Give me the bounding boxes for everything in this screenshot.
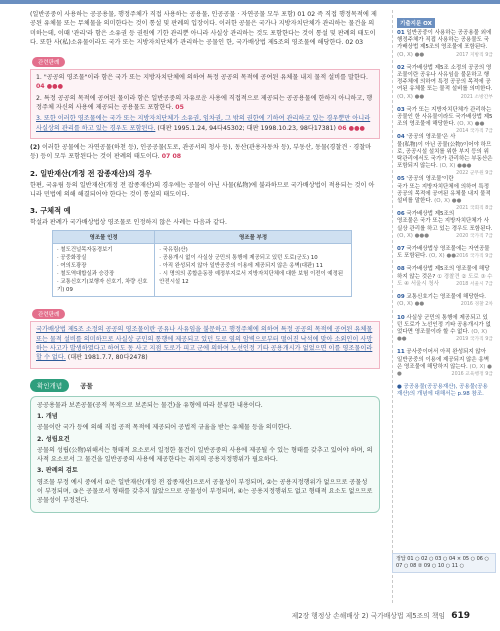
paragraph-2-label: (2) xyxy=(30,143,40,151)
table-header-recognized: 영조물 인정 xyxy=(53,231,155,244)
quiz-source: 2016 국가직 9급 xyxy=(456,254,493,260)
list-item: · 아직 완성되지 않아 일반공중의 이용에 제공되지 않은 옹벽(대판) 11 xyxy=(159,263,323,270)
sidebar-quiz-item xyxy=(397,30,493,59)
quiz-number: 10 xyxy=(397,314,405,321)
key-item-heading: 2. 성립요건 xyxy=(37,435,70,443)
quiz-answer-choice[interactable]: (O, X) ●● xyxy=(457,121,485,128)
quiz-number: 11 xyxy=(397,349,405,356)
quiz-source: 2021 소방간부 xyxy=(460,94,493,100)
quiz-text: 사실상 군민의 통행에 제공되고 있던 도로가 노선인정 기타 공용개시가 없었다면 영조물이라 할 수 없다. xyxy=(397,314,491,335)
quiz-number: 06 xyxy=(397,211,405,218)
paragraph-2-mark: 07 08 xyxy=(161,153,182,161)
table-header-denied: 영조물 부정 xyxy=(155,231,352,244)
sidebar-headline: 기출지문 OX xyxy=(397,18,435,28)
sidebar-quiz-item xyxy=(397,266,493,288)
quiz-answer-choice[interactable]: (O, X) ●● xyxy=(397,301,425,308)
case-2 xyxy=(36,94,374,113)
paragraph-2 xyxy=(30,143,380,162)
quiz-number: 04 xyxy=(397,134,405,141)
quiz-source: 2020 국가직 7급 xyxy=(456,233,493,239)
answer-key: 정답 01 ○ 02 ○ 03 ○ 04 × 05 ○ 06 ○ 07 ○ 08 ② 09 ○ 10 ○ 11 ○ xyxy=(392,553,496,573)
related-cases-box xyxy=(30,69,380,139)
key-item-heading: 3. 판례의 검토 xyxy=(37,467,78,475)
denied-list xyxy=(155,244,352,297)
case-3-source: (대판 1995.1.24, 94다45302; 대판 1998.10.23, 98다17381) xyxy=(157,124,336,132)
intro-paragraph: (일반공중이 사용하는 공공용물, 행정주체가 직접 사용하는 공용물, 인공공물 · 자연공물 모두 포함) 01 02 즉 직접 행정목적에 제공된 유체물 또는 무체물을 의미한다는 것이 통설 및 판례의 입장이다. 이러한 공물은 국가나 지방자치단체가 관리하는 물건을 의미하는데, 이때 '관리'라 함은 소유권 등 권원에 기한 관리뿐 아니라 사실상 관리하는 것도 포함한다는 것이 통설 및 판례의 태도이다. 또한 사(私)소유물이라도 국가 또는 지방자치단체가 관리하는 공물인 한, 국가배상법 제5조의 영조물에 해당한다. 02 03 xyxy=(30,11,377,46)
key-item-text: 공물의 성립(公物)위해서는 형태적 요소로서 일정한 물건이 일반공중의 사용에 제공될 수 있는 형태를 갖추고 있어야 하며, 의사적 요소로서 그 물건을 일반공중의 사용에 제공한다는 취지의 공용지정행위가 필요하다. xyxy=(37,446,373,464)
quiz-source: 2014 국가직 7급 xyxy=(456,129,493,135)
case-3 xyxy=(36,114,374,133)
quiz-answer-choice[interactable]: (O, X) ●●● xyxy=(397,232,430,239)
section-heading-3: 3. 구체적 예 xyxy=(30,206,71,216)
quiz-answer-choice[interactable]: ① 경찰견 ② 도로 ③ 수도 ④ 서울시 청사 xyxy=(397,273,493,287)
sidebar-ox-quiz xyxy=(392,10,493,603)
key-concept-box xyxy=(30,396,380,513)
sidebar-quiz-item xyxy=(397,315,493,344)
quiz-answer-choice[interactable]: (O, X) ●● xyxy=(397,93,425,100)
paragraph-4: 학설과 판례가 국가배상법상 영조물로 인정하지 않은 사례는 다음과 같다. xyxy=(30,219,228,227)
quiz-text: '공공의 영조물'이란 국가 또는 지방자치단체에 의하여 특정 공공의 목적에 공여된 유체물 내지 물적 설비를 말한다. xyxy=(397,176,491,205)
case-3-mark: 06 ●●● xyxy=(337,124,365,132)
sidebar-quiz-item xyxy=(397,246,493,260)
sidebar-note: ● 공공용물(공공용재산), 공용물(공용재산)의 개념에 대해서는 p.98 참조. xyxy=(397,384,488,398)
examples-table xyxy=(52,230,352,297)
quiz-answer-choice[interactable]: (O, X) ●● xyxy=(397,328,488,343)
key-item-text: 공물이란 국가 등에 의해 직접 공적 목적에 제공되어 공법적 규율을 받는 유체물 등을 의미한다. xyxy=(37,424,292,432)
case-1 xyxy=(36,73,374,92)
quiz-answer-choice[interactable]: (O, X) ●● xyxy=(397,51,425,58)
quiz-number: 01 xyxy=(397,30,405,36)
case-4-source: (대판 1981.7.7, 80다2478) xyxy=(67,354,148,362)
quiz-number: 05 xyxy=(397,176,405,183)
case-2-text: 2. 특정 공공의 목적에 공여된 물이라 함은 일반공중의 자유로운 사용에 직접적으로 제공되는 공공용물에 한하지 아니하고, 행정주체 자신의 사용에 제공되는 공용물도 포함한다. xyxy=(36,94,373,112)
quiz-number: 03 xyxy=(397,106,405,113)
list-item: · 공중화장실 xyxy=(57,255,87,262)
quiz-answer-choice[interactable]: (O, X) ●● xyxy=(397,363,492,377)
case-1-text: 1. "공공의 영조물"이라 함은 국가 또는 지방자치단체에 의하여 특정 공공의 목적에 공여된 유체물 내지 물적 설비를 말한다. xyxy=(36,74,368,82)
sidebar-quiz-item xyxy=(397,106,493,135)
quiz-text: 공사중이어서 아직 완성되지 않아 일반공중의 이용에 제공되지 않은 옹벽은 영조물에 해당하지 않는다. xyxy=(397,349,490,370)
quiz-number: 02 xyxy=(397,64,405,71)
quiz-text: 국가배상법상 영조물에는 자연공물도 포함된다. xyxy=(397,246,490,260)
case-4-text: 국가배상법 제5조 소정의 공공의 영조물이란 공유나 사유임을 불문하고 행정주체에 의하여 특정 공공의 목적에 공여된 유체물 또는 물적 설비를 의미하므로 사실상 군민의 통행에 제공되고 있던 도로 옆의 암벽으로부터 떨어진 낙석에 맞아 소외인이 사망하는 사고가 발생하였다고 하여도 동 사고 지점 도로가 피고 군에 의하여 노선인정 기타 공용개시가 없었으면 이를 영조물이라 할 수 없다. xyxy=(36,326,373,362)
sidebar-items xyxy=(397,30,493,378)
list-item: · 국유림(산) xyxy=(159,247,188,254)
list-item: · 여의도광장 xyxy=(57,263,87,270)
quiz-source: 2017 지방직 9급 xyxy=(456,52,493,58)
key-concept-intro: 공공용물과 보존공물(공적 목적으로 보존되는 물건)을 유형에 따라 분류한 내용이다. xyxy=(37,401,263,409)
list-item: · 공용개시 없이 사실상 군민의 통행에 제공되고 있던 도로(군도) 10 xyxy=(159,255,318,262)
case-3-text: 3. 또한 이러한 영조물에는 국가 또는 지방자치단체가 소유권, 임차권, 그 밖의 권한에 기하여 관리하고 있는 경우뿐만 아니라 사실상의 관리를 하고 있는 경우도 포함된다. xyxy=(36,115,371,132)
case-1-mark: 04 ●●● xyxy=(36,83,63,91)
footer-chapter-label: 제2장 행정상 손해배상 2) 국가배상법 제5조의 책임 xyxy=(291,612,446,620)
quiz-source: 2018 서울시 7급 xyxy=(456,281,493,287)
quiz-text: 교통신호기는 영조물에 해당한다. xyxy=(406,294,487,301)
list-item: · 철도역대합실과 승강장 xyxy=(57,271,115,278)
quiz-source: 2022 군무원 9급 xyxy=(456,171,493,177)
top-accent-bar xyxy=(0,0,500,4)
sidebar-quiz-item xyxy=(397,294,493,308)
sidebar-quiz-item xyxy=(397,176,493,212)
quiz-text: 일반공중이 사용하는 공공용물 외에 행정주체가 직접 사용하는 공용물도 국가배상법 제5조의 영조물에 포함된다. xyxy=(397,30,492,51)
key-concept-badge: 확인개념 xyxy=(30,379,69,392)
key-concept-header xyxy=(30,373,380,392)
quiz-source: 2016 교육행정 9급 xyxy=(451,371,493,377)
quiz-number: 07 xyxy=(397,246,405,253)
quiz-answer-choice[interactable]: (O, X) ●● xyxy=(434,198,462,205)
quiz-text: 국가 또는 지방자치단체가 관리하는 공물인 한 사유물이라도 국가배상법 제5조의 영조물에 해당한다. xyxy=(397,106,493,128)
paragraph-2-text: 이러한 공물에는 자연공물(하천 등), 인공공물(도로, 관공서의 청사 등), 동산(관용자동차 등), 부동산, 동물(경찰견 · 경찰마 등) 등이 모두 포함된다는 것이 판례의 태도이다. xyxy=(30,143,372,161)
main-column xyxy=(30,10,380,513)
recognized-list xyxy=(53,244,155,297)
sidebar-quiz-item xyxy=(397,211,493,240)
quiz-number: 09 xyxy=(397,294,405,301)
quiz-answer-choice[interactable]: (O, X) ●●● xyxy=(439,163,472,170)
case-2-mark: 05 xyxy=(175,104,184,112)
key-item-heading: 1. 개념 xyxy=(37,412,58,420)
related-cases-tag: 관련판례 xyxy=(32,57,65,67)
case-4 xyxy=(36,325,374,362)
quiz-source: 2021 국회직 8급 xyxy=(456,206,493,212)
paragraph-3: 한편, 국유림 등의 일반재산(개정 전 잡종재산)의 경우에는 공물이 아닌 사물(私物)에 불과하므로 국가배상법이 적용되는 것이 아니라 민법에 의해 해결되어야 한다는 것이 통설의 태도이다. xyxy=(30,181,375,198)
list-item: · 교통신호기(보행자 신호기, 차량 신호기) 09 xyxy=(57,279,148,294)
section-heading-2: 2. 일반재산(개정 전 잡종재산)의 경우 xyxy=(30,168,152,178)
quiz-source: 2019 국가직 9급 xyxy=(456,337,493,343)
quiz-text: 국가배상법 제5조의 영조물에 해당하지 않는 것은? xyxy=(397,266,490,280)
quiz-source: 2016 경찰 2차 xyxy=(460,302,493,308)
key-item-text: 영조물 부정 예시 중에서 ①은 일반재산(개정 전 잡종재산)으로서 공물성이 부정되며, ②는 공용지정행위가 없으므로 공물성이 부정되며, ③은 공물로서 형태를 갖추지 않았으므로 공물성이 부정되며, ④는 공용지정행위도 없고 형태적 요소도 없으므로 공물성이 부정된다. xyxy=(37,478,373,505)
sidebar-quiz-item xyxy=(397,134,493,177)
related-cases-tag-2: 관련판례 xyxy=(32,309,65,319)
sidebar-quiz-item xyxy=(397,349,493,378)
sidebar-quiz-item xyxy=(397,65,493,101)
quiz-answer-choice[interactable]: (O, X) ●● xyxy=(428,253,457,260)
quiz-text: 국가배상법 제5조의 영조물은 국가 또는 지방자치단체가 사실상 관리를 하고 있는 경우도 포함된다. xyxy=(397,211,493,232)
quiz-text: '공공의 영조물'은 사물(私物)이 아닌 공물(公物)이어야 하므로, 공공시설 설치를 위한 부지 등의 위탁관리에서도 국가가 관리하는 부동산은 포함되지 않는다. xyxy=(397,134,493,170)
key-concept-word: 공물 xyxy=(80,381,93,390)
list-item: · 시 명의의 종합운동장 예정부지로서 지방자치단체에 대한 보험 이전이 예정된 안전시설 12 xyxy=(159,271,344,286)
page-footer xyxy=(292,610,470,621)
quiz-text: 국가배상법 제5조 소정의 공공의 영조물이란 공유나 사유임을 불문하고 행정주체에 의하여 특정 공공의 목적에 공여된 유체물 또는 물적 설비를 의미한다. xyxy=(397,64,493,93)
related-case-4-box xyxy=(30,321,380,368)
page-number: 619 xyxy=(451,611,470,621)
list-item: · 철도건널목자동경보기 xyxy=(57,247,113,254)
quiz-number: 08 xyxy=(397,266,405,273)
